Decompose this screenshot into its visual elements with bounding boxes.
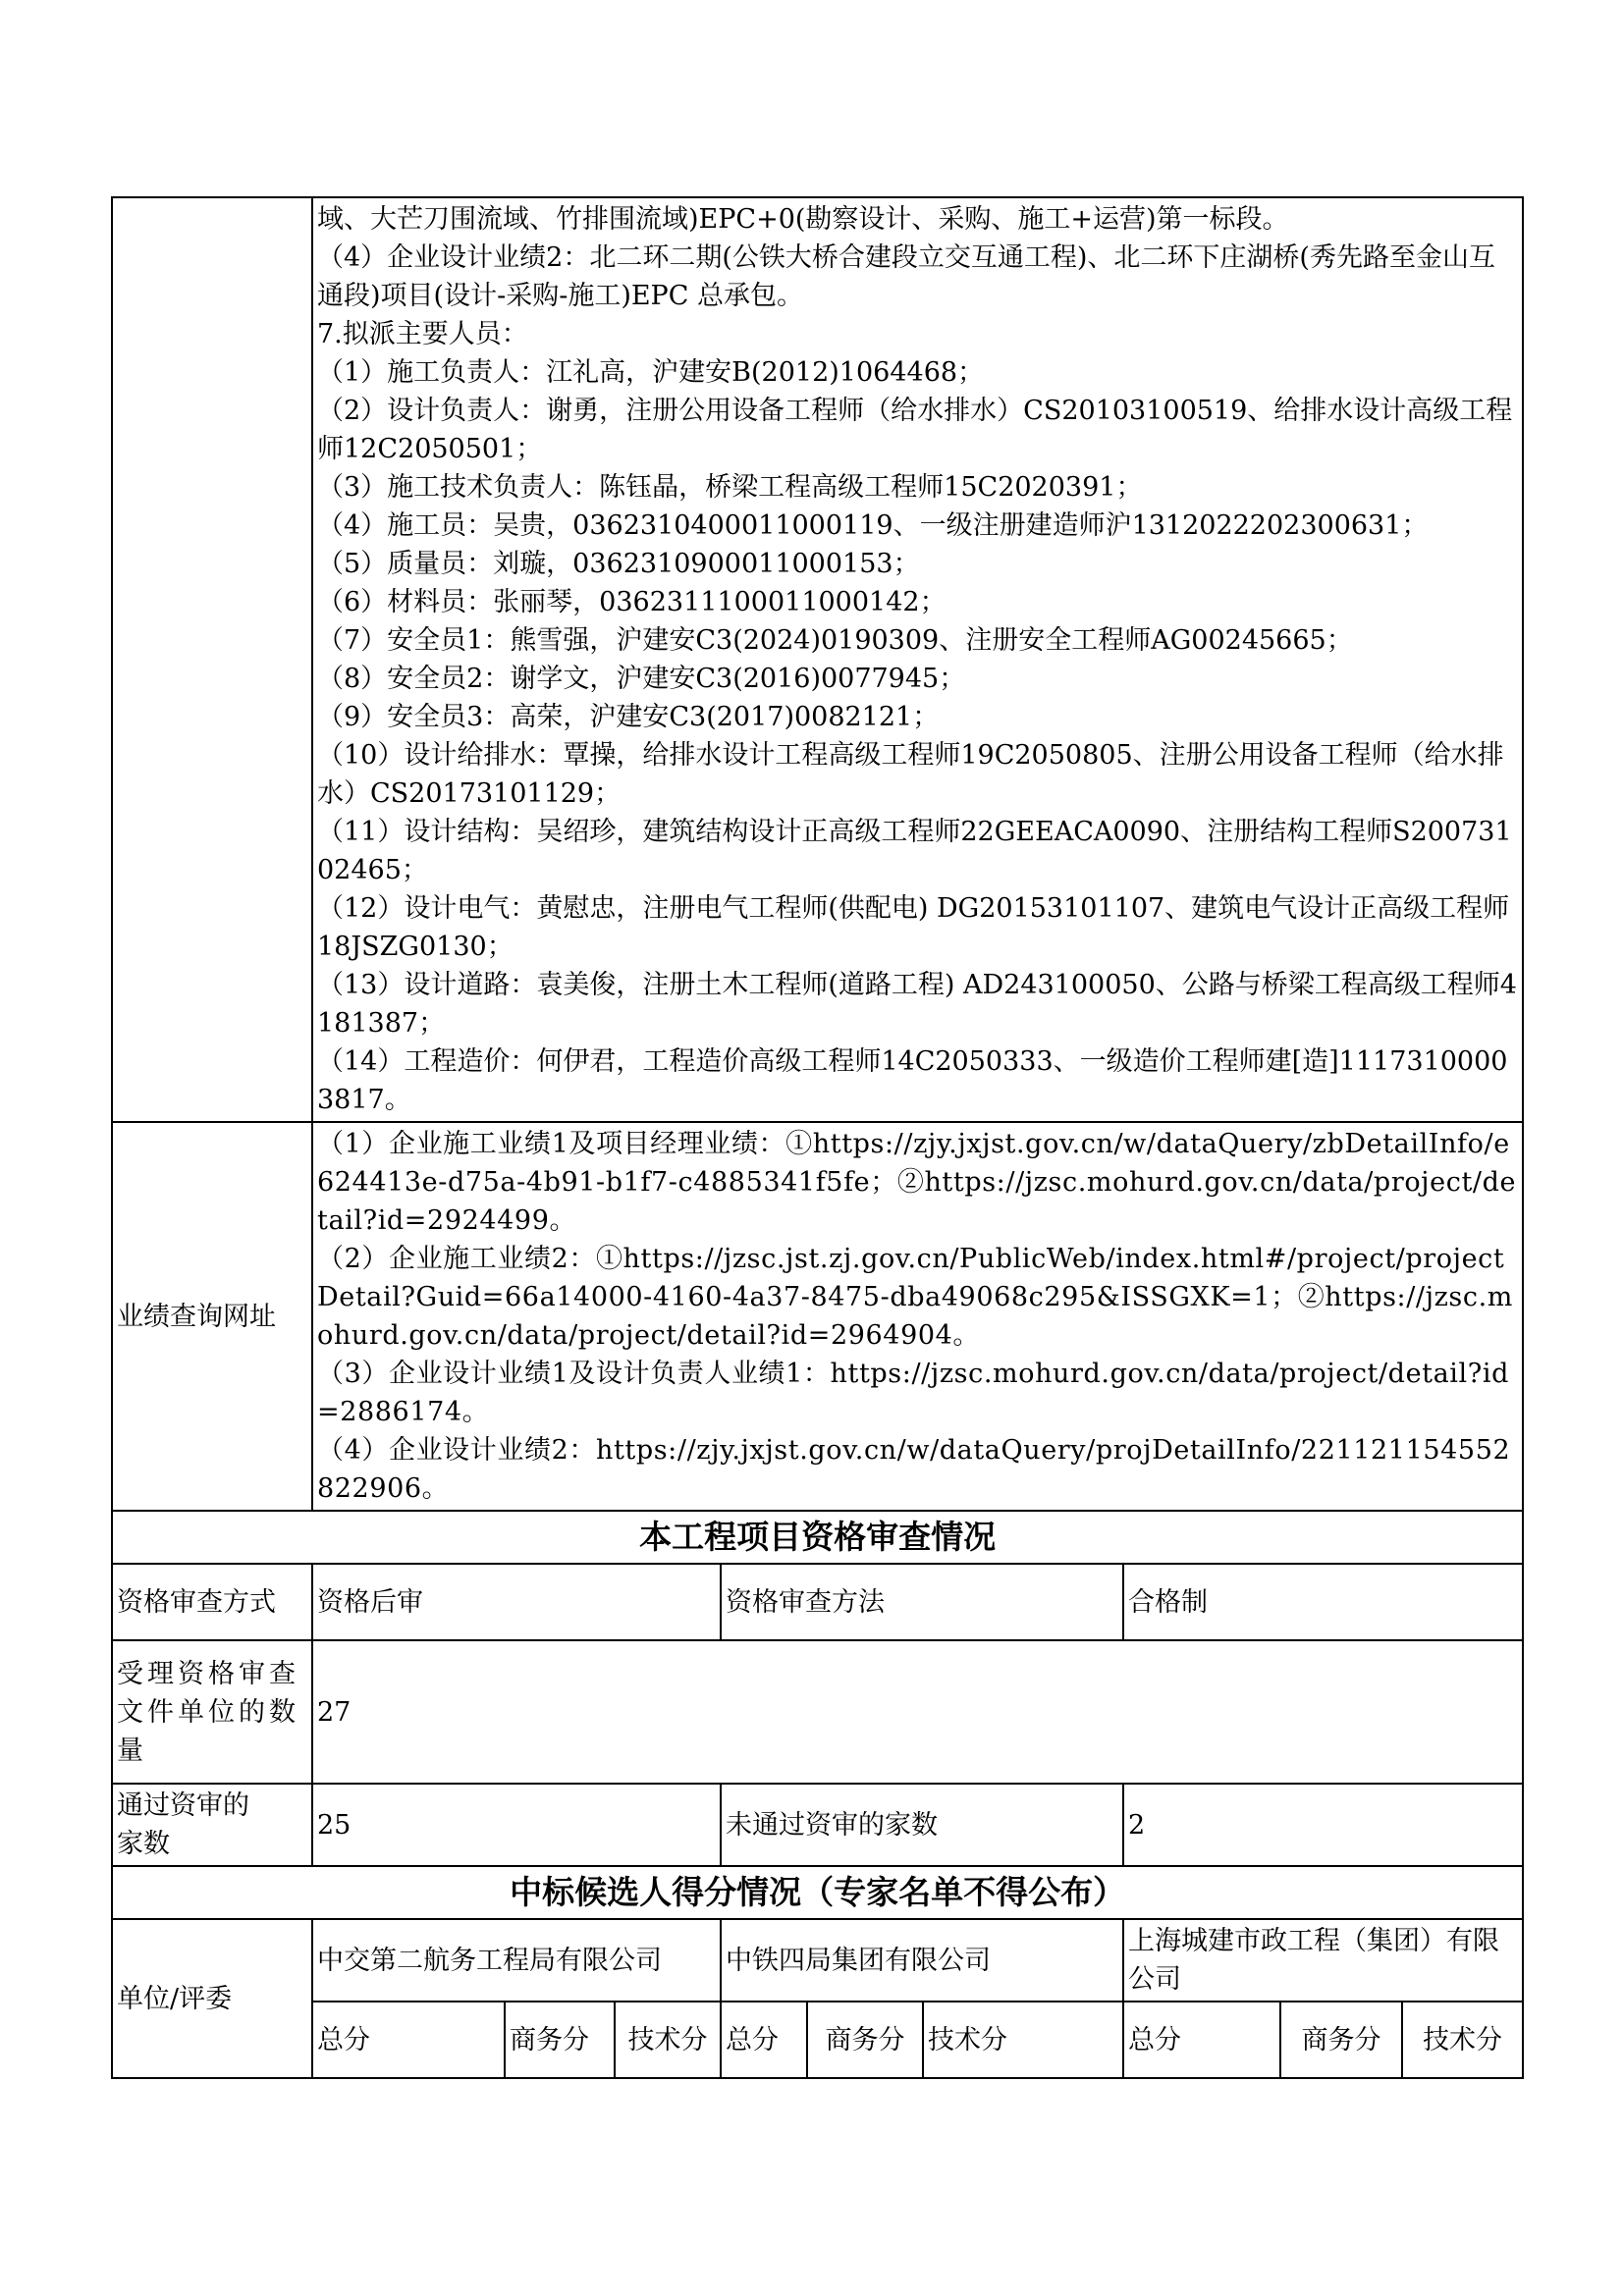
company-name: 中铁四局集团有限公司	[721, 1919, 1123, 2002]
personnel-content	[312, 197, 1523, 1122]
score-header-total: 总分	[312, 2002, 505, 2078]
performance-url-line[interactable]: （4）企业设计业绩2：https://zjy.jxjst.gov.cn/w/dataQuery/projDetailInfo/221121154552822906。	[317, 1435, 1511, 1504]
personnel-line: 7.拟派主要人员：	[317, 319, 528, 349]
score-header-total: 总分	[1123, 2002, 1280, 2078]
received-count-row	[112, 1640, 1523, 1784]
score-header-technical: 技术分	[1402, 2002, 1523, 2078]
qualification-mode-value: 资格后审	[312, 1564, 721, 1640]
score-header-total: 总分	[721, 2002, 807, 2078]
personnel-line: （1）施工负责人：江礼高，沪建安B(2012)1064468；	[317, 357, 985, 388]
passed-count-label: 通过资审的家数	[112, 1784, 312, 1866]
passed-count-value: 25	[312, 1784, 721, 1866]
score-header-business: 商务分	[505, 2002, 615, 2078]
company-name: 中交第二航务工程局有限公司	[312, 1919, 721, 2002]
qualification-method-value: 合格制	[1123, 1564, 1523, 1640]
pass-count-row	[112, 1784, 1523, 1866]
received-count-value: 27	[312, 1640, 1523, 1784]
score-row-label: 单位/评委	[112, 1919, 312, 2078]
qualification-mode-row	[112, 1564, 1523, 1640]
personnel-line: （2）设计负责人：谢勇，注册公用设备工程师（给水排水）CS20103100519、给排水设计高级工程师12C2050501；	[317, 396, 1513, 464]
personnel-line: （10）设计给排水：覃操，给排水设计工程高级工程师19C2050805、注册公用设备工程师（给水排水）CS20173101129；	[317, 740, 1504, 809]
personnel-line: （8）安全员2：谢学文，沪建安C3(2016)0077945；	[317, 664, 966, 694]
score-header-technical: 技术分	[923, 2002, 1123, 2078]
personnel-row	[112, 197, 1523, 1122]
failed-count-value: 2	[1123, 1784, 1523, 1866]
personnel-line: （14）工程造价：何伊君，工程造价高级工程师14C2050333、一级造价工程师建[造]11173100003817。	[317, 1046, 1508, 1115]
personnel-line: （6）材料员：张丽琴，036231110001100​0142；	[317, 587, 947, 617]
failed-count-label: 未通过资审的家数	[721, 1784, 1123, 1866]
document-page	[111, 196, 1522, 2079]
personnel-line: （9）安全员3：高荣，沪建安C3(2017)0082121；	[317, 702, 940, 732]
score-company-row	[112, 1919, 1523, 2002]
personnel-line: （4）企业设计业绩2：北二环二期(公铁大桥合建段立交互通工程)、北二环下庄湖桥(秀先路至金山互通段)项目(设计-采购-施工)EPC 总承包。	[317, 242, 1495, 311]
scores-section-row	[112, 1866, 1523, 1919]
performance-url-row	[112, 1122, 1523, 1511]
personnel-line: 域、大芒刀围流域、竹排围流域)EPC+0(勘察设计、采购、施工+运营)第一标段。	[317, 204, 1289, 235]
personnel-line: （3）施工技术负责人：陈钰晶，桥梁工程高级工程师15C2020391；	[317, 472, 1143, 503]
personnel-line: （13）设计道路：袁美俊，注册土木工程师(道路工程) AD243100050、公路与桥梁工程高级工程师4181387；	[317, 970, 1517, 1039]
scores-section-title: 中标候选人得分情况（专家名单不得公布）	[112, 1866, 1523, 1919]
personnel-line: （7）安全员1：熊雪强，沪建安C3(2024)0190309、注册安全工程师AG00245665；	[317, 625, 1353, 656]
score-header-technical: 技术分	[615, 2002, 721, 2078]
qualification-method-label: 资格审查方法	[721, 1564, 1123, 1640]
personnel-line: （4）施工员：吴贵，0362310400011000119、一级注册建造师沪1312022202300631；	[317, 510, 1429, 541]
qualification-section-row	[112, 1511, 1523, 1564]
personnel-line: （11）设计结构：吴绍珍，建筑结构设计正高级工程师22GEEACA0090、注册结构工程师S20073102465；	[317, 817, 1512, 885]
score-header-business: 商务分	[807, 2002, 923, 2078]
personnel-label-cell	[112, 197, 312, 1122]
received-count-label: 受理资格审查文件单位的数量	[112, 1640, 312, 1784]
qualification-mode-label: 资格审查方式	[112, 1564, 312, 1640]
score-header-business: 商务分	[1280, 2002, 1402, 2078]
personnel-line: （5）质量员：刘璇，0362310900011000153；	[317, 549, 920, 579]
performance-url-line[interactable]: （1）企业施工业绩1及项目经理业绩：①https://zjy.jxjst.gov.cn/w/dataQuery/zbDetailInfo/e624413e-d75a-4b91-b1f7-c4885341f5fe；②https://jzsc.mohurd.gov.cn/data/project/detail?id=2924499。	[317, 1129, 1517, 1236]
performance-url-content	[312, 1122, 1523, 1511]
personnel-line: （12）设计电气：黄慰忠，注册电气工程师(供配电) DG20153101107、建筑电气设计正高级工程师18JSZG0130；	[317, 893, 1510, 962]
announcement-table	[111, 196, 1524, 2079]
qualification-section-title: 本工程项目资格审查情况	[112, 1511, 1523, 1564]
score-header-row	[112, 2002, 1523, 2078]
performance-url-label: 业绩查询网址	[112, 1122, 312, 1511]
performance-url-line[interactable]: （2）企业施工业绩2：①https://jzsc.jst.zj.gov.cn/PublicWeb/index.html#/project/projectDetail?Guid=66a14000-4160-4a37-8475-dba49068c295&ISSGXK=1；②https://jzsc.mohurd.gov.cn/data/project/detail?id=2964904。	[317, 1244, 1513, 1351]
performance-url-line[interactable]: （3）企业设计业绩1及设计负责人业绩1：https://jzsc.mohurd.gov.cn/data/project/detail?id=2886174。	[317, 1359, 1509, 1427]
company-name: 上海城建市政工程（集团）有限公司	[1123, 1919, 1523, 2002]
